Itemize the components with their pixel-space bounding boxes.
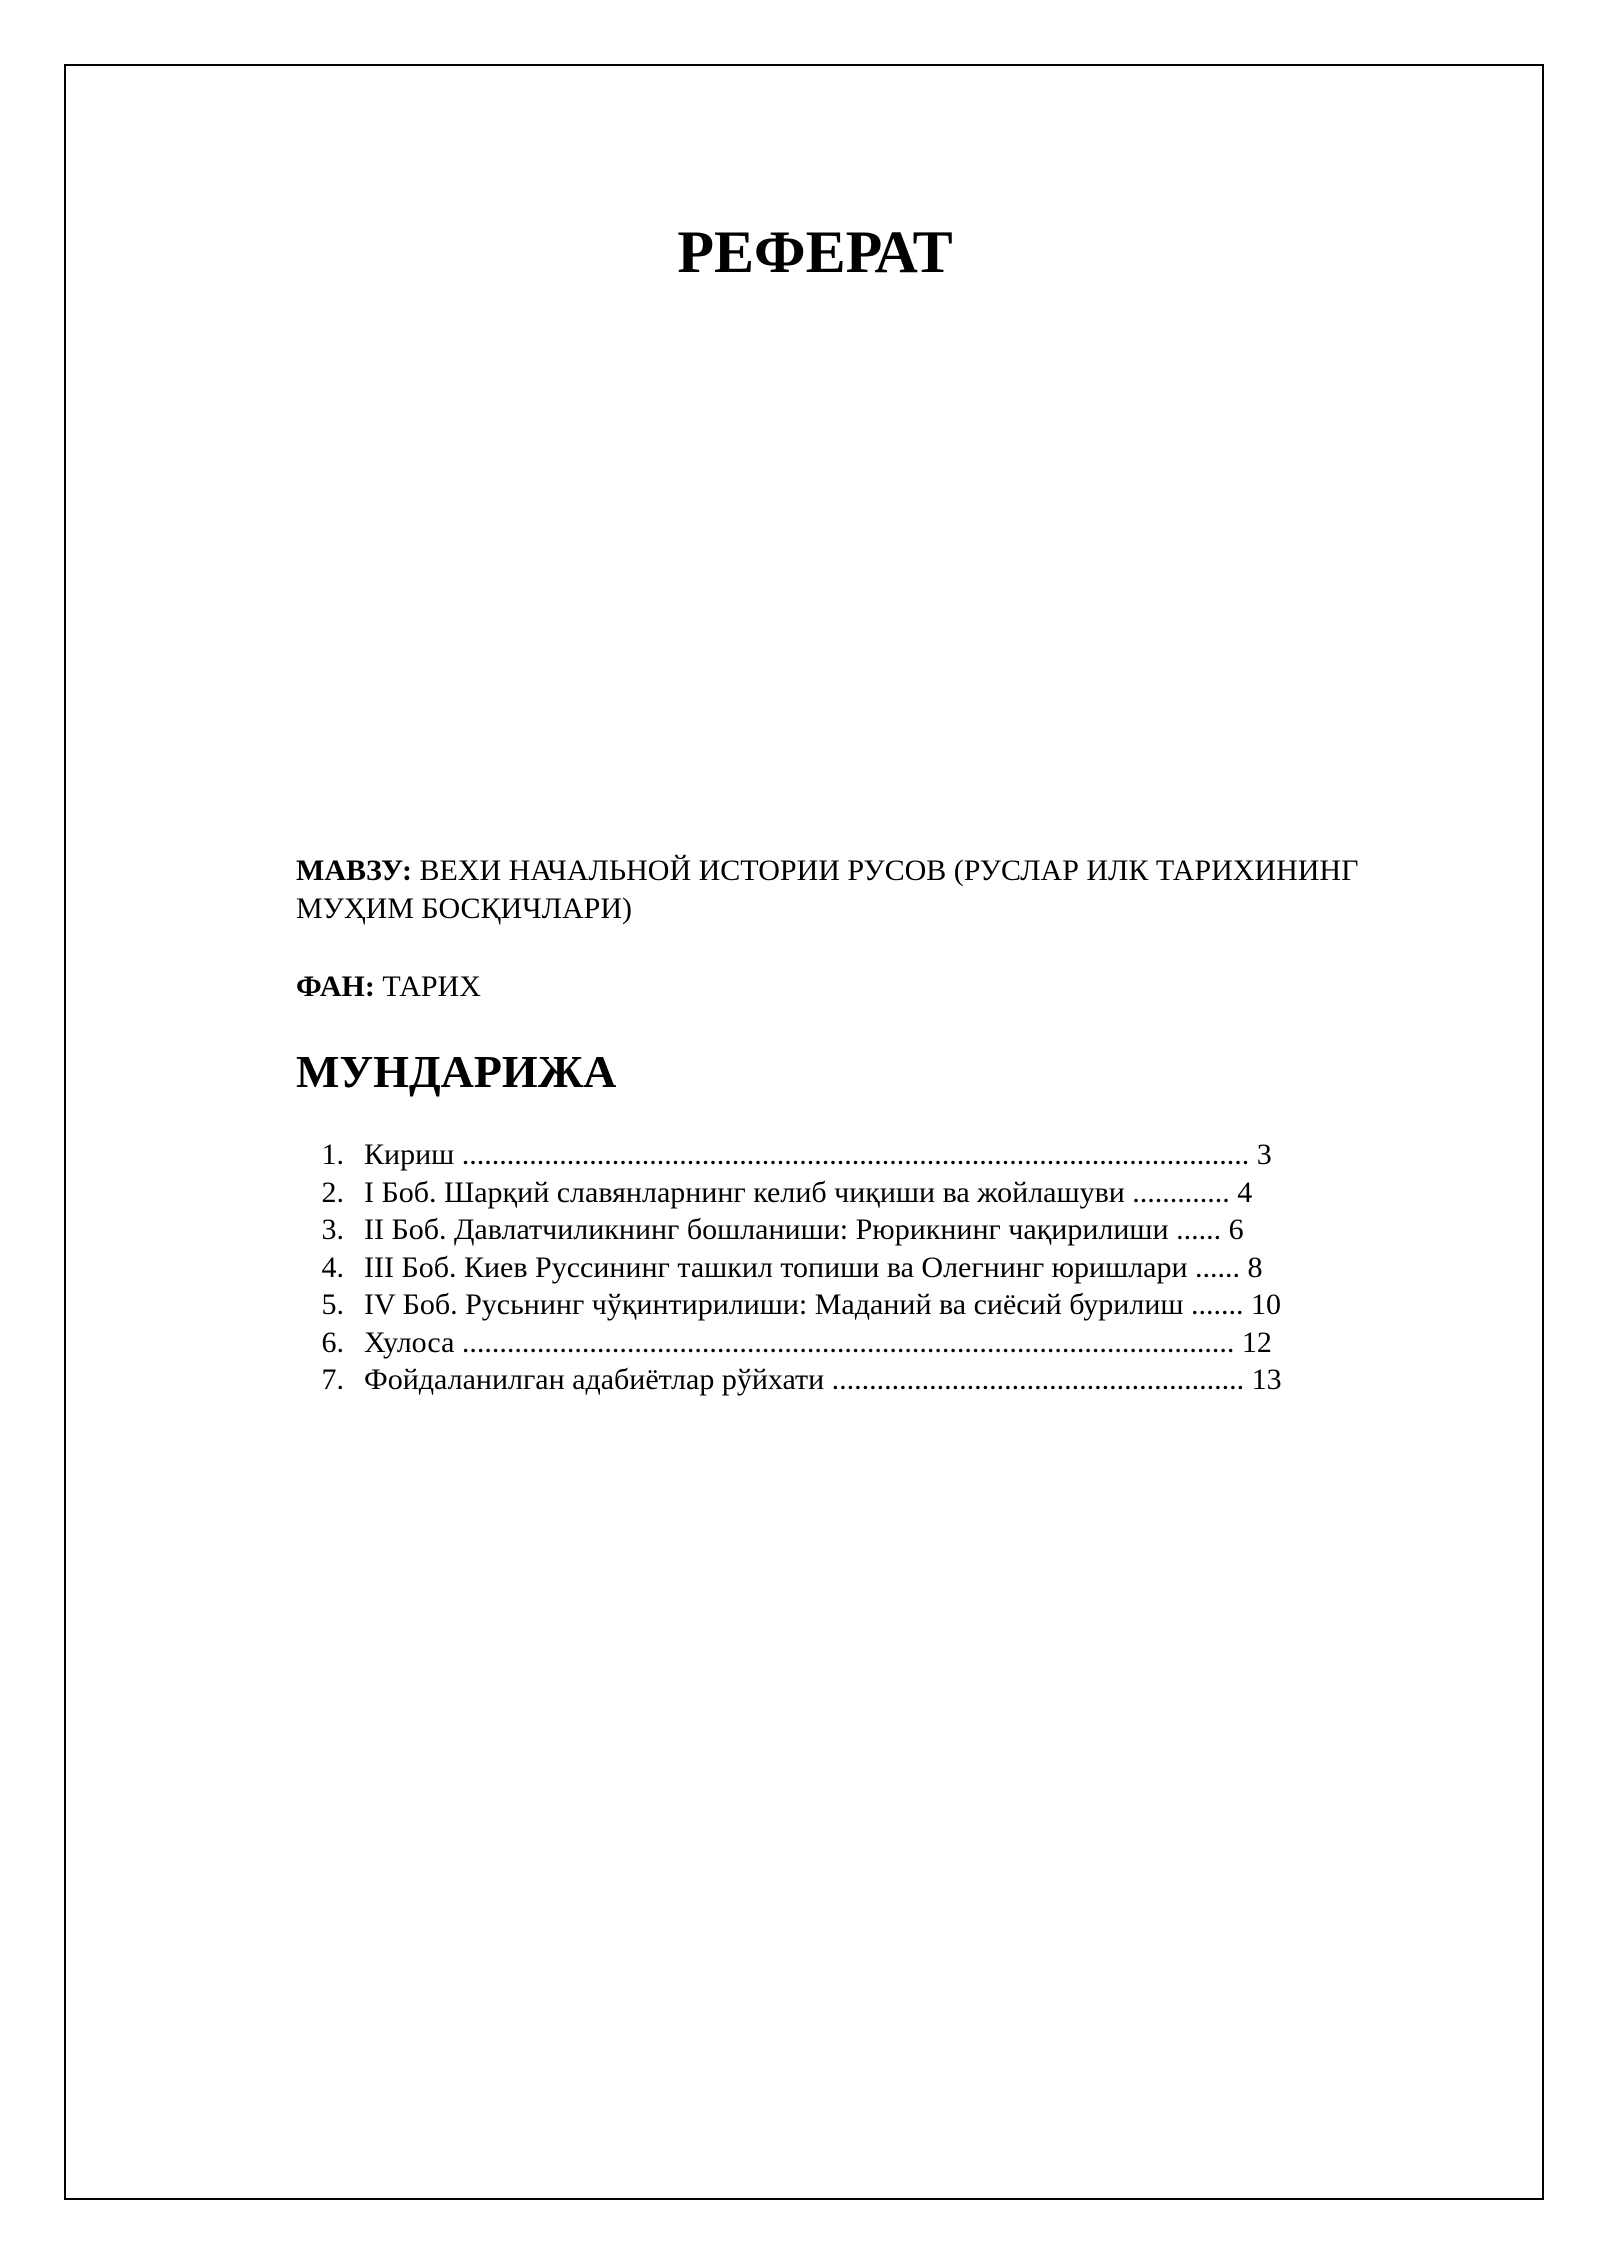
toc-item-number: 1. [321,1138,344,1171]
toc-item [296,1249,1446,1287]
toc-item-text: Фойдаланилган адабиётлар рўйхати ....................................................... 13 [364,1363,1282,1396]
toc-item [296,1136,1446,1174]
toc-item [296,1286,1446,1324]
topic-value-line1: ВЕХИ НАЧАЛЬНОЙ ИСТОРИИ РУСОВ (РУСЛАР ИЛК ТАРИХИНИНГ [419,854,1359,887]
toc-list [296,1136,1446,1399]
toc-item-number: 6. [321,1325,344,1359]
toc-item [296,1174,1446,1212]
toc-item-number: 5. [321,1288,344,1321]
toc-item-text: I Боб. Шарқий славянларнинг келиб чиқиши ва жойлашуви ............. 4 [364,1175,1253,1209]
topic-block [296,852,1496,928]
toc-item [296,1211,1446,1249]
toc-item-text: Хулоса ....................................................................................................... 12 [364,1325,1272,1359]
subject-label: ФАН: [296,970,375,1003]
topic-value-line2: МУҲИМ БОСҚИЧЛАРИ) [296,892,633,925]
toc-item-text: IV Боб. Русьнинг чўқинтирилиши: Маданий ва сиёсий бурилиш ....... 10 [364,1288,1281,1321]
toc-item [296,1361,1446,1399]
toc-item-text: II Боб. Давлатчиликнинг бошланиши: Рюрикнинг чақирилиши ...... 6 [364,1213,1244,1246]
topic-label: МАВЗУ: [296,854,412,887]
toc-item-number: 3. [321,1213,344,1246]
toc-item-text: Кириш ......................................................................................................... 3 [364,1138,1272,1171]
toc-item [296,1324,1446,1362]
page-frame [64,64,1544,2200]
document-title: РЕФЕРАТ [677,219,953,285]
toc-item-number: 7. [321,1363,344,1396]
subject-block [296,968,1496,1006]
toc-item-number: 2. [321,1175,344,1209]
toc-heading: МУНДАРИЖА [296,1046,617,1097]
toc-item-number: 4. [321,1250,344,1284]
toc-item-text: III Боб. Киев Руссининг ташкил топиши ва Олегнинг юришлари ...... 8 [364,1250,1263,1284]
subject-value: ТАРИХ [382,970,481,1003]
